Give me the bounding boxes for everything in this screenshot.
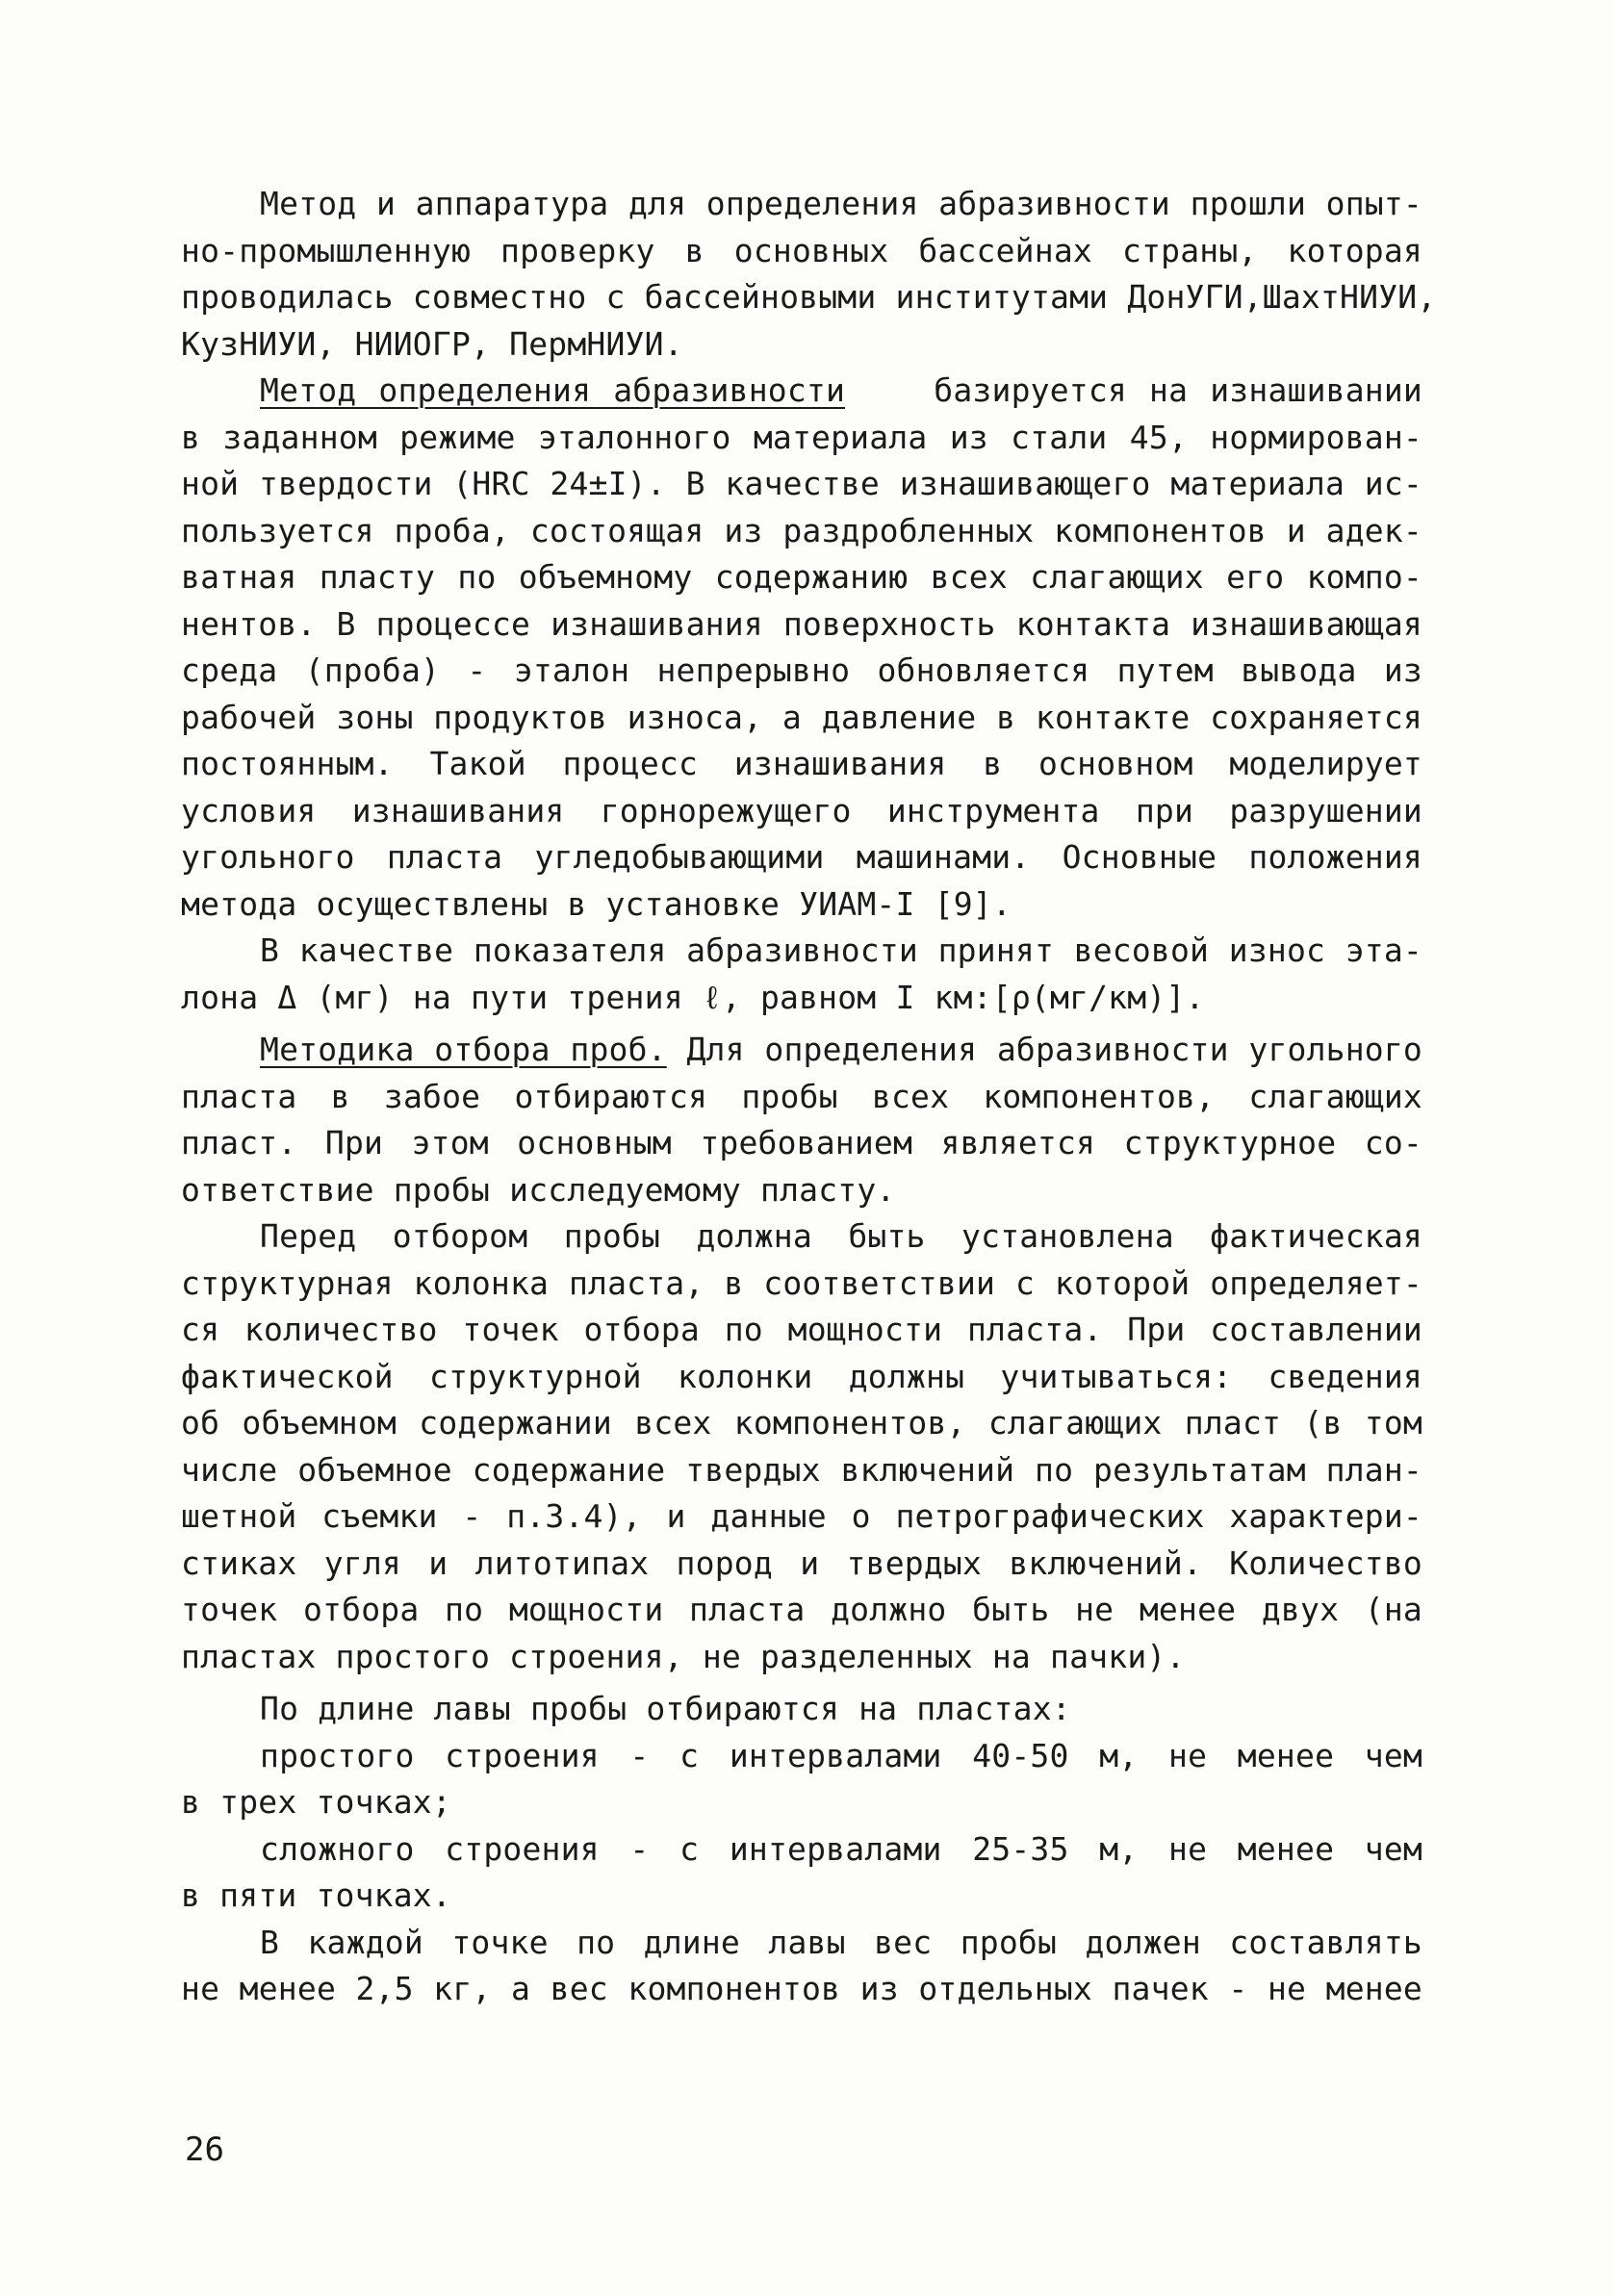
section-heading: Метод определения абразивности (260, 371, 846, 409)
text-fragment: базируется на изнашивании (934, 371, 1422, 409)
paragraph (181, 181, 1437, 368)
text-line: стиках угля и литотипах пород и твердых включений. Количество (181, 1543, 1422, 1582)
text-line: пласт. При этом основным требованием является структурное со- (181, 1124, 1422, 1161)
text-line: числе объемное содержание твердых включений по результатам план- (181, 1450, 1422, 1489)
paragraph (181, 1826, 1422, 1920)
text-line: пользуется проба, состоящая из раздробленных компонентов и адек- (181, 511, 1422, 549)
text-line: Перед отбором пробы должна быть установлена фактическая (260, 1217, 1422, 1255)
text-line: среда (проба) - эталон непрерывно обновляется путем вывода из (181, 651, 1422, 689)
text-line: пласта в забое отбираются пробы всех компонентов, слагающих (181, 1077, 1422, 1115)
paragraph (181, 1213, 1422, 1680)
text-line: об объемном содержании всех компонентов, слагающих пласт (в том (181, 1404, 1422, 1441)
text-line: нентов. В процессе изнашивания поверхность контакта изнашивающая (181, 604, 1422, 643)
text-line: не менее 2,5 кг, а вес компонентов из отдельных пачек - не менее (181, 1970, 1422, 2007)
text-line: метода осуществлены в установке УИАМ-I [9]. (181, 884, 1012, 923)
text-line: пластах простого строения, не разделенных на пачки). (181, 1637, 1186, 1675)
paragraph (181, 1686, 1422, 1733)
text-line: ответствие пробы исследуемому пласту. (181, 1170, 896, 1209)
text-line: структурная колонка пласта, в соответствии с которой определяет- (181, 1263, 1422, 1302)
text-line: сложного строения - с интервалами 25-35 м, не менее чем (260, 1829, 1422, 1868)
text-line: шетной съемки - п.3.4), и данные о петрографических характери- (181, 1497, 1422, 1535)
text-line: но-промышленную проверку в основных бассейнах страны, которая (181, 231, 1422, 269)
text-fragment: Для определения абразивности угольного (686, 1031, 1423, 1068)
text-line: простого строения - с интервалами 40-50 м, не менее чем (260, 1736, 1422, 1774)
text-line (181, 368, 1422, 415)
text-line: в заданном режиме эталонного материала из стали 45, нормирован- (181, 418, 1422, 456)
text-line: ватная пласту по объемному содержанию всех слагающих его компо- (181, 558, 1422, 596)
text-line: в пяти точках. (181, 1876, 451, 1914)
page-number: 26 (185, 2130, 224, 2169)
text-line: Метод и аппаратура для определения абразивности прошли опыт- (260, 185, 1422, 222)
paragraph (181, 1027, 1422, 1213)
text-line (181, 1027, 1422, 1074)
text-line: рабочей зоны продуктов износа, а давление в контакте сохраняется (181, 698, 1422, 736)
text-line: фактической структурной колонки должны учитываться: сведения (181, 1357, 1422, 1395)
text-line: в трех точках; (181, 1783, 451, 1821)
text-line: В каждой точке по длине лавы вес пробы должен составлять (260, 1923, 1422, 1961)
paragraph (181, 928, 1422, 1021)
paragraph (181, 1920, 1422, 2013)
text-line: ся количество точек отбора по мощности пласта. При составлении (181, 1311, 1422, 1348)
text-line: лона Δ (мг) на пути трения ℓ, равном I км:[ρ(мг/км)]. (181, 978, 1205, 1016)
document-body (181, 181, 1437, 2013)
paragraph (181, 368, 1422, 928)
paragraph (181, 1733, 1422, 1826)
text-line: точек отбора по мощности пласта должно быть не менее двух (на (181, 1591, 1422, 1628)
text-line: ной твердости (HRC 24±I). В качестве изнашивающего материала ис- (181, 465, 1422, 502)
text-line: угольного пласта угледобывающими машинами. Основные положения (181, 838, 1422, 876)
text-line: проводилась совместно с бассейновыми институтами ДонУГИ,ШахтНИУИ, (181, 278, 1437, 316)
text-line: КузНИУИ, НИИОГР, ПермНИУИ. (181, 324, 683, 363)
section-heading: Методика отбора проб. (260, 1031, 667, 1068)
text-line: По длине лавы пробы отбираются на пластах: (260, 1690, 1071, 1727)
text-line: условия изнашивания горнорежущего инструмента при разрушении (181, 791, 1422, 829)
text-line: постоянным. Такой процесс изнашивания в основном моделирует (181, 745, 1422, 782)
text-line: В качестве показателя абразивности принят весовой износ эта- (260, 931, 1422, 969)
